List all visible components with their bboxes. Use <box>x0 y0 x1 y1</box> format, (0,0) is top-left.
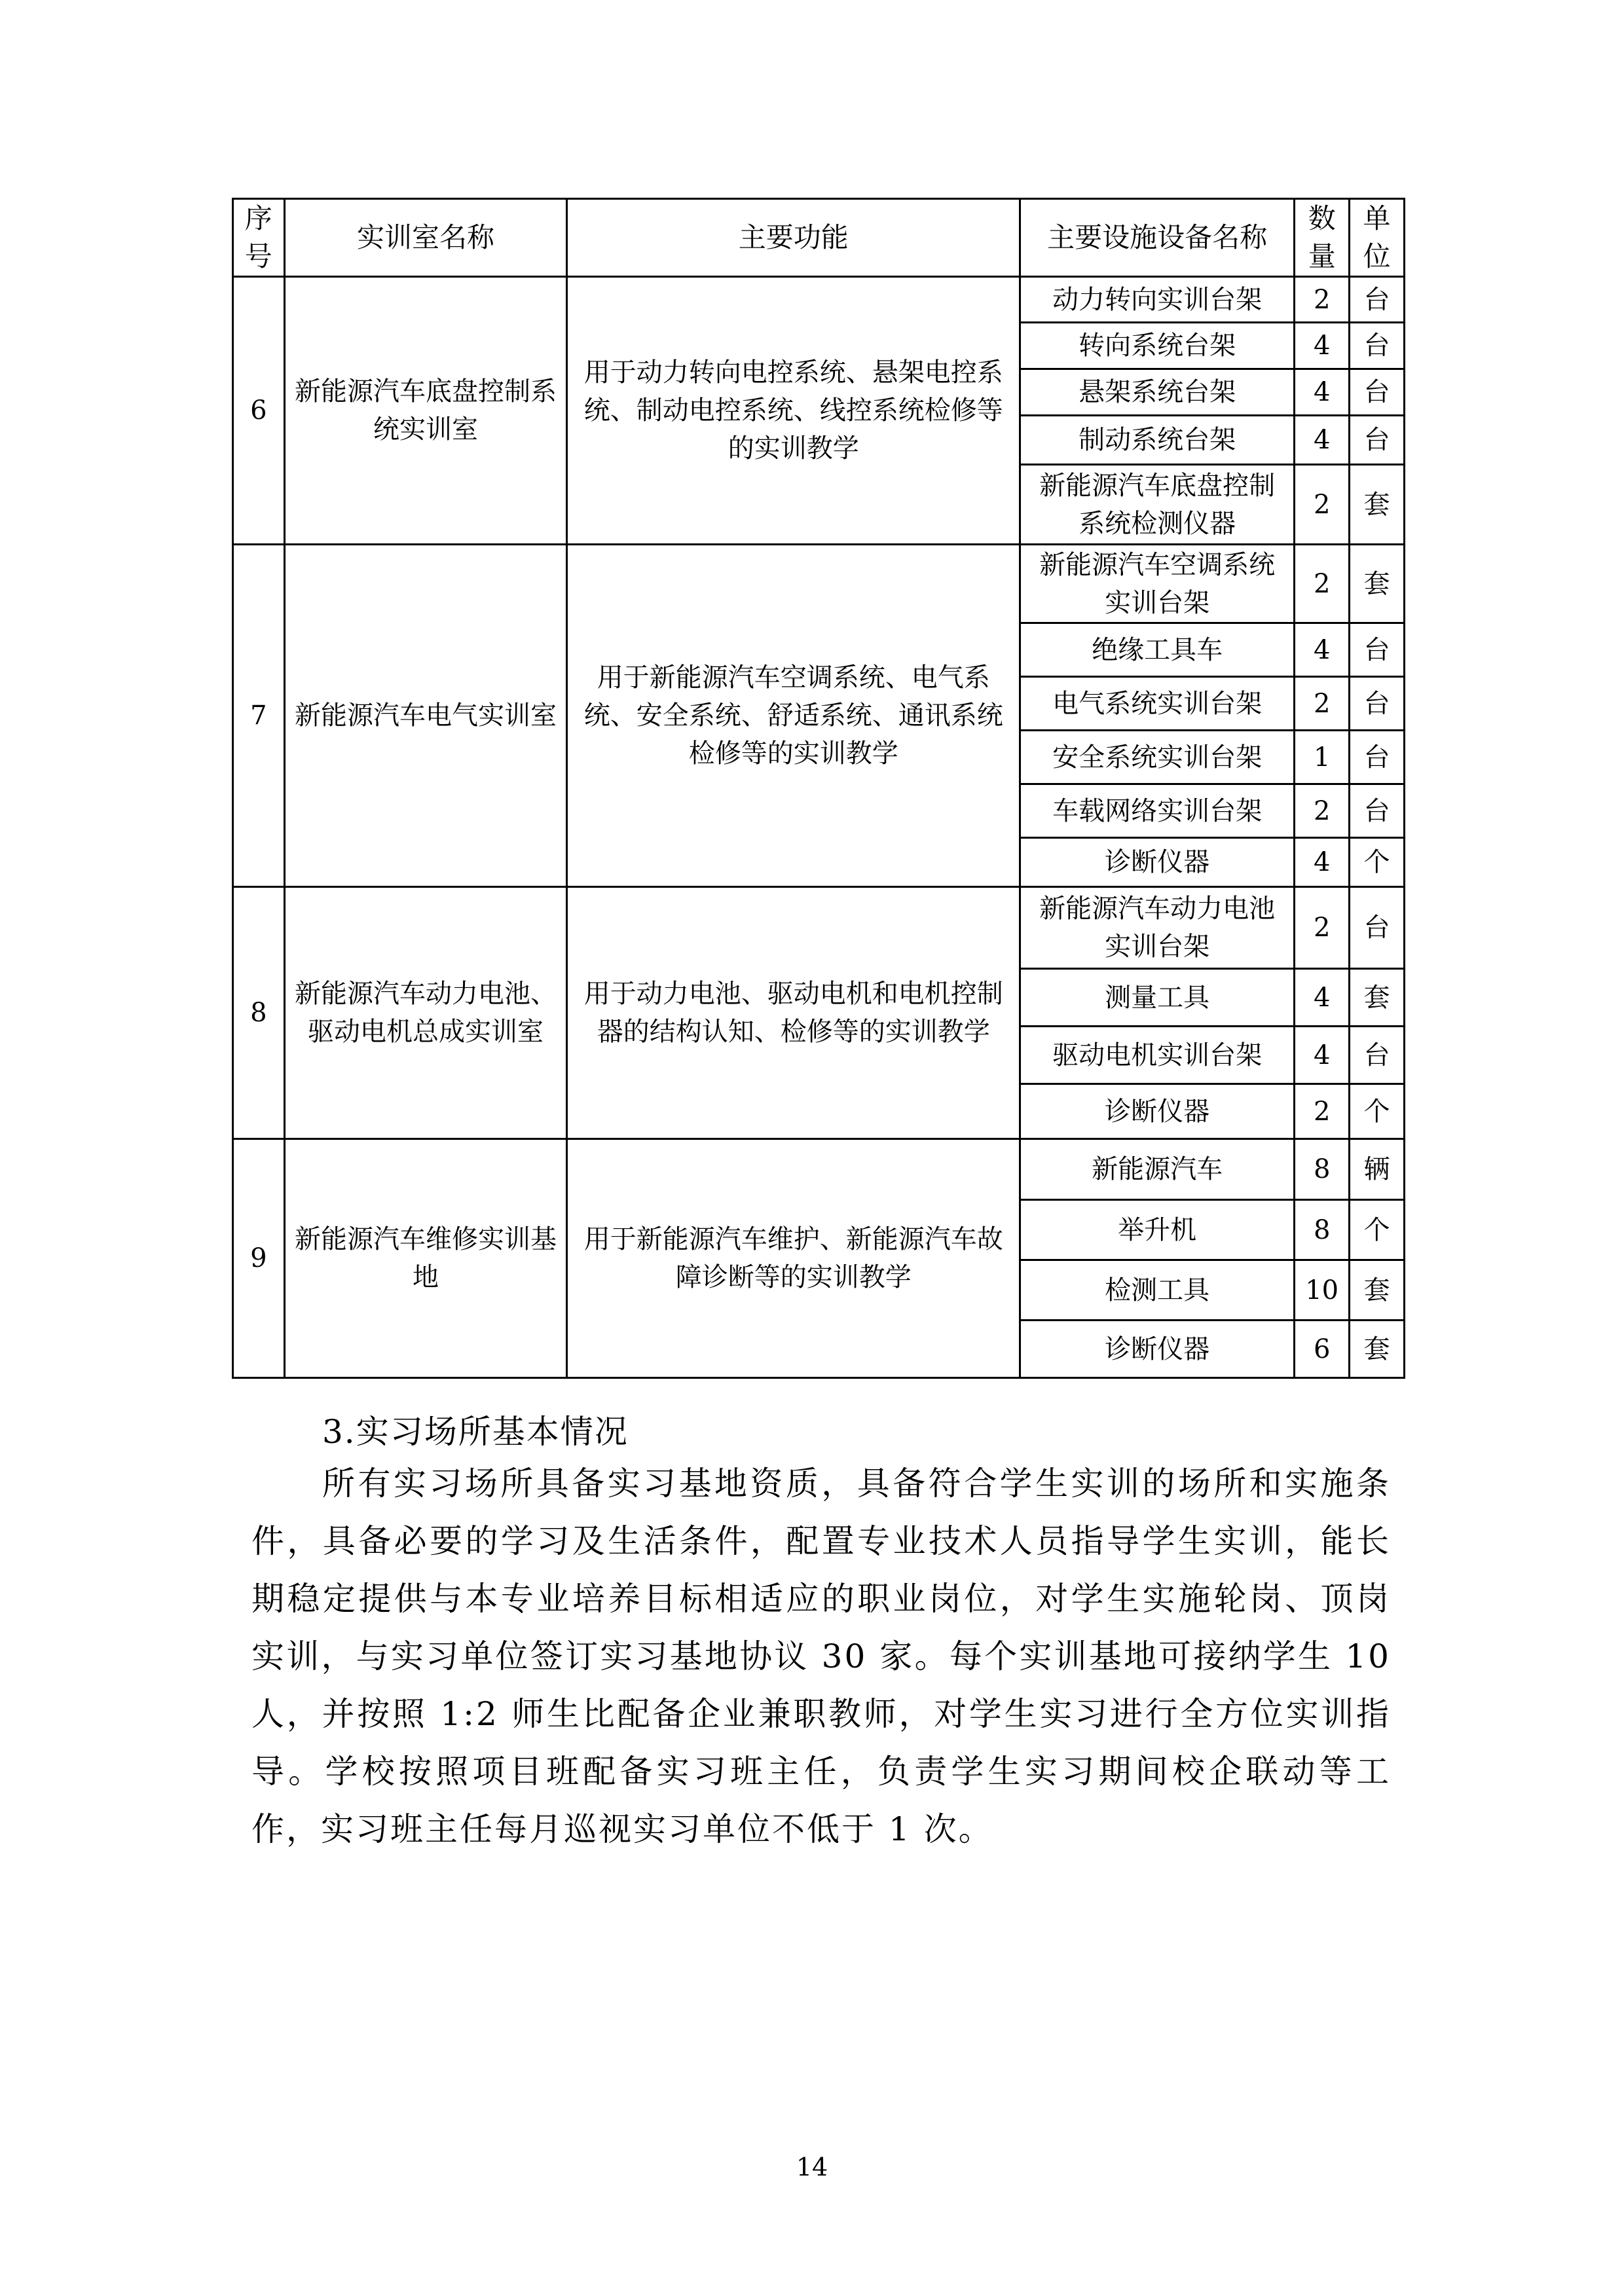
equipment-name: 安全系统实训台架 <box>1020 731 1295 784</box>
equipment-unit: 辆 <box>1350 1139 1405 1200</box>
section-heading: 3.实习场所基本情况 <box>322 1413 629 1451</box>
equipment-quantity: 4 <box>1295 323 1350 369</box>
equipment-quantity: 2 <box>1295 545 1350 623</box>
equipment-unit: 台 <box>1350 623 1405 677</box>
room-function: 用于动力转向电控系统、悬架电控系统、制动电控系统、线控系统检修等的实训教学 <box>567 277 1020 545</box>
room-name: 新能源汽车底盘控制系统实训室 <box>284 277 567 545</box>
header-name: 实训室名称 <box>284 199 567 277</box>
equipment-quantity: 2 <box>1295 677 1350 731</box>
training-room-table <box>232 198 1405 1379</box>
table-row <box>233 1139 1405 1200</box>
equipment-name: 绝缘工具车 <box>1020 623 1295 677</box>
equipment-quantity: 4 <box>1295 623 1350 677</box>
room-function: 用于动力电池、驱动电机和电机控制器的结构认知、检修等的实训教学 <box>567 887 1020 1139</box>
equipment-name: 转向系统台架 <box>1020 323 1295 369</box>
equipment-name: 电气系统实训台架 <box>1020 677 1295 731</box>
equipment-unit: 台 <box>1350 323 1405 369</box>
equipment-quantity: 8 <box>1295 1139 1350 1200</box>
table-header-row <box>233 199 1405 277</box>
room-name: 新能源汽车维修实训基地 <box>284 1139 567 1378</box>
header-function: 主要功能 <box>567 199 1020 277</box>
equipment-quantity: 2 <box>1295 1084 1350 1139</box>
equipment-quantity: 2 <box>1295 277 1350 323</box>
equipment-name: 举升机 <box>1020 1200 1295 1260</box>
equipment-name: 新能源汽车空调系统实训台架 <box>1020 545 1295 623</box>
equipment-name: 车载网络实训台架 <box>1020 784 1295 838</box>
equipment-name: 制动系统台架 <box>1020 416 1295 465</box>
room-no: 7 <box>233 545 285 887</box>
equipment-name: 动力转向实训台架 <box>1020 277 1295 323</box>
equipment-name: 诊断仪器 <box>1020 1084 1295 1139</box>
room-no: 8 <box>233 887 285 1139</box>
room-no: 6 <box>233 277 285 545</box>
equipment-unit: 台 <box>1350 369 1405 416</box>
equipment-name: 驱动电机实训台架 <box>1020 1027 1295 1084</box>
equipment-unit: 套 <box>1350 545 1405 623</box>
table-row <box>233 545 1405 623</box>
section-paragraph: 所有实习场所具备实习基地资质，具备符合学生实训的场所和实施条件，具备必要的学习及生活条件，配置专业技术人员指导学生实训，能长期稳定提供与本专业培养目标相适应的职业岗位，对学生实施轮岗、顶岗实训，与实习单位签订实习基地协议 30 家。每个实训基地可接纳学生 10 人，并按照 1:2 师生比配备企业兼职教师，对学生实习进行全方位实训指导。学校按照项目班配备实习班主任，负责学生实习期间校企联动等工作，实习班主任每月巡视实习单位不低于 1 次。 <box>251 1465 1391 1848</box>
table-row <box>233 887 1405 969</box>
equipment-unit: 台 <box>1350 784 1405 838</box>
header-no: 序号 <box>233 199 285 277</box>
equipment-quantity: 4 <box>1295 969 1350 1027</box>
equipment-unit: 台 <box>1350 416 1405 465</box>
room-function: 用于新能源汽车空调系统、电气系统、安全系统、舒适系统、通讯系统检修等的实训教学 <box>567 545 1020 887</box>
equipment-unit: 套 <box>1350 1321 1405 1378</box>
equipment-name: 诊断仪器 <box>1020 1321 1295 1378</box>
equipment-unit: 套 <box>1350 969 1405 1027</box>
equipment-unit: 台 <box>1350 677 1405 731</box>
equipment-name: 诊断仪器 <box>1020 838 1295 887</box>
equipment-unit: 套 <box>1350 1260 1405 1321</box>
table-row <box>233 277 1405 323</box>
header-equipment: 主要设施设备名称 <box>1020 199 1295 277</box>
equipment-unit: 台 <box>1350 887 1405 969</box>
equipment-name: 新能源汽车底盘控制系统检测仪器 <box>1020 465 1295 545</box>
equipment-unit: 个 <box>1350 838 1405 887</box>
equipment-name: 新能源汽车 <box>1020 1139 1295 1200</box>
room-function: 用于新能源汽车维护、新能源汽车故障诊断等的实训教学 <box>567 1139 1020 1378</box>
equipment-quantity: 2 <box>1295 887 1350 969</box>
room-name: 新能源汽车电气实训室 <box>284 545 567 887</box>
equipment-quantity: 2 <box>1295 465 1350 545</box>
header-quantity: 数量 <box>1295 199 1350 277</box>
equipment-quantity: 8 <box>1295 1200 1350 1260</box>
equipment-unit: 个 <box>1350 1200 1405 1260</box>
equipment-unit: 台 <box>1350 731 1405 784</box>
equipment-quantity: 4 <box>1295 1027 1350 1084</box>
room-no: 9 <box>233 1139 285 1378</box>
equipment-quantity: 2 <box>1295 784 1350 838</box>
equipment-quantity: 1 <box>1295 731 1350 784</box>
equipment-unit: 台 <box>1350 277 1405 323</box>
room-name: 新能源汽车动力电池、驱动电机总成实训室 <box>284 887 567 1139</box>
equipment-unit: 个 <box>1350 1084 1405 1139</box>
page-number: 14 <box>796 2153 828 2181</box>
equipment-quantity: 4 <box>1295 838 1350 887</box>
equipment-name: 新能源汽车动力电池实训台架 <box>1020 887 1295 969</box>
equipment-quantity: 10 <box>1295 1260 1350 1321</box>
equipment-quantity: 4 <box>1295 369 1350 416</box>
equipment-name: 悬架系统台架 <box>1020 369 1295 416</box>
equipment-unit: 套 <box>1350 465 1405 545</box>
equipment-name: 检测工具 <box>1020 1260 1295 1321</box>
equipment-unit: 台 <box>1350 1027 1405 1084</box>
equipment-quantity: 4 <box>1295 416 1350 465</box>
header-unit: 单位 <box>1350 199 1405 277</box>
equipment-quantity: 6 <box>1295 1321 1350 1378</box>
equipment-name: 测量工具 <box>1020 969 1295 1027</box>
